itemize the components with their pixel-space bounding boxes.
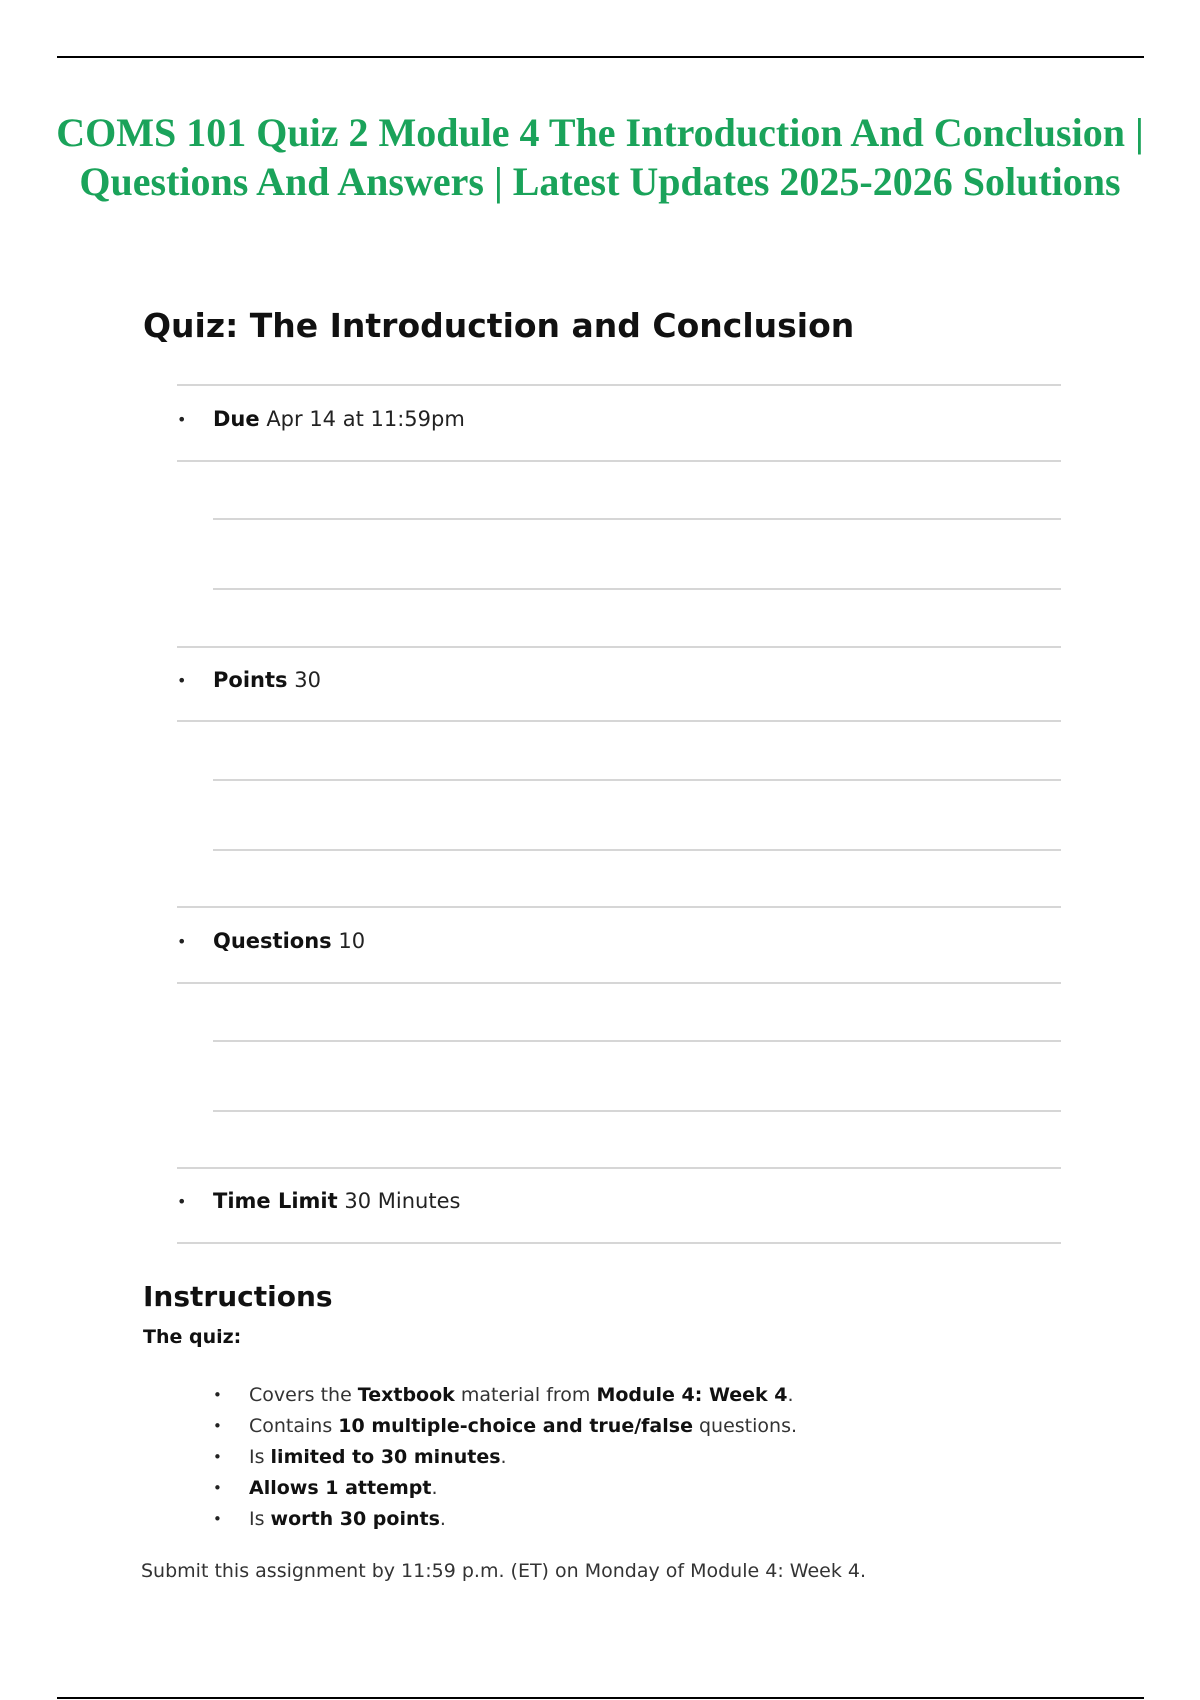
top-rule <box>57 56 1144 58</box>
separator-line <box>177 982 1061 984</box>
detail-value: Apr 14 at 11:59pm <box>266 407 465 431</box>
instruction-text: Is <box>249 1446 271 1468</box>
bottom-rule <box>57 1697 1144 1699</box>
bullet-icon: • <box>213 1386 222 1404</box>
instruction-item <box>213 1411 797 1442</box>
instruction-text: . <box>439 1508 446 1530</box>
document-title-line-2: Questions And Answers | Latest Updates 2025-2026 Solutions <box>79 159 1121 204</box>
instruction-text: Is <box>249 1508 271 1530</box>
instruction-text: Textbook <box>357 1384 455 1406</box>
quiz-heading: Quiz: The Introduction and Conclusion <box>143 306 855 345</box>
instruction-text: . <box>787 1384 794 1406</box>
instruction-text: material from <box>454 1384 597 1406</box>
instruction-text: . <box>500 1446 507 1468</box>
instructions-intro: The quiz: <box>143 1326 242 1348</box>
instruction-text: 10 multiple-choice and true/false <box>338 1415 693 1437</box>
separator-line <box>213 1110 1061 1112</box>
instruction-text: worth 30 points <box>270 1508 440 1530</box>
instruction-text: Allows 1 attempt <box>249 1477 432 1499</box>
instructions-list <box>213 1380 797 1535</box>
detail-value: 30 Minutes <box>344 1189 461 1213</box>
bullet-icon: • <box>177 932 187 951</box>
detail-label: Due <box>213 407 260 431</box>
quiz-detail-due <box>177 405 465 434</box>
bullet-icon: • <box>213 1448 222 1466</box>
bullet-icon: • <box>213 1417 222 1435</box>
instruction-text: Module 4: Week 4 <box>596 1384 788 1406</box>
separator-line <box>213 849 1061 851</box>
separator-line <box>177 646 1061 648</box>
detail-label: Time Limit <box>213 1189 338 1213</box>
bullet-icon: • <box>177 671 187 690</box>
instructions-heading: Instructions <box>143 1280 333 1313</box>
separator-line <box>177 720 1061 722</box>
separator-line <box>177 460 1061 462</box>
separator-line <box>213 1040 1061 1042</box>
instruction-item <box>213 1473 797 1504</box>
separator-line <box>177 906 1061 908</box>
bullet-icon: • <box>213 1479 222 1497</box>
instruction-text: Contains <box>249 1415 339 1437</box>
document-title-line-1: COMS 101 Quiz 2 Module 4 The Introduction And Conclusion | <box>56 110 1144 155</box>
instruction-text: limited to 30 minutes <box>270 1446 501 1468</box>
submit-note: Submit this assignment by 11:59 p.m. (ET) on Monday of Module 4: Week 4. <box>141 1560 866 1582</box>
instruction-text: questions. <box>692 1415 798 1437</box>
detail-value: 10 <box>338 929 366 953</box>
instruction-item <box>213 1380 797 1411</box>
quiz-detail-time-limit <box>177 1187 460 1216</box>
instruction-item <box>213 1442 797 1473</box>
detail-label: Points <box>213 668 288 692</box>
separator-line <box>177 1167 1061 1169</box>
bullet-icon: • <box>213 1510 222 1528</box>
separator-line <box>213 518 1061 520</box>
bullet-icon: • <box>177 1192 187 1211</box>
instruction-text: . <box>431 1477 438 1499</box>
quiz-detail-questions <box>177 927 365 956</box>
separator-line <box>213 779 1061 781</box>
detail-label: Questions <box>213 929 332 953</box>
instruction-text: Covers the <box>249 1384 358 1406</box>
instruction-item <box>213 1504 797 1535</box>
detail-value: 30 <box>294 668 321 692</box>
separator-line <box>177 384 1061 386</box>
document-title <box>40 108 1160 206</box>
bullet-icon: • <box>177 410 187 429</box>
separator-line <box>213 588 1061 590</box>
separator-line <box>177 1242 1061 1244</box>
quiz-detail-points <box>177 666 321 695</box>
